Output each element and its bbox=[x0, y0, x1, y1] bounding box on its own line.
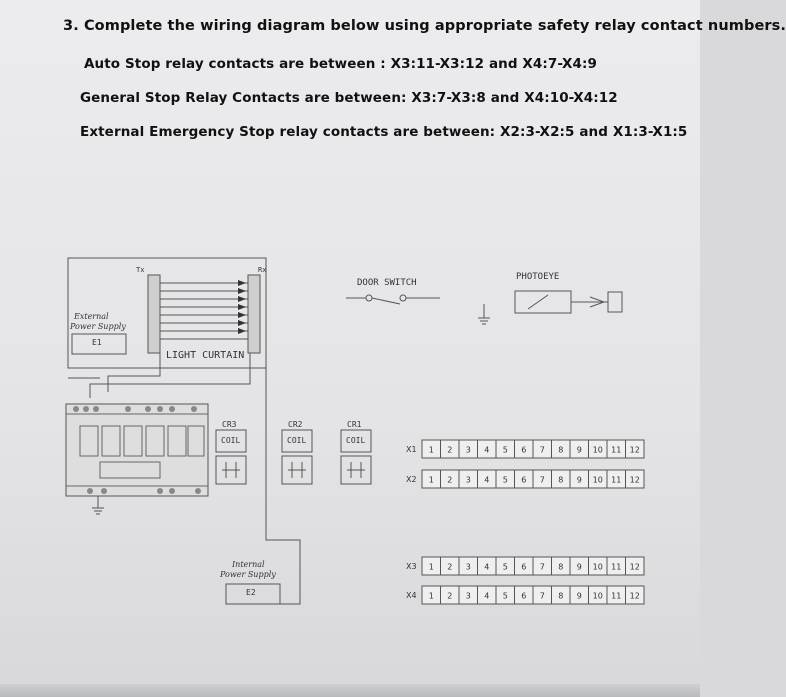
terminal-strip-label: X4 bbox=[406, 591, 417, 600]
auto-stop-text: Auto Stop relay contacts are between : X3:11-X3:12 and X4:7-X4:9 bbox=[84, 56, 598, 72]
terminal-number: 10 bbox=[592, 562, 603, 572]
terminal-number: 12 bbox=[629, 445, 640, 455]
terminal-number: 4 bbox=[484, 475, 490, 485]
terminal-strip-label: X1 bbox=[406, 445, 417, 454]
terminal-number: 9 bbox=[576, 562, 582, 572]
internal-ps-id: E2 bbox=[246, 588, 256, 597]
rx-label: Rx bbox=[258, 266, 267, 274]
terminal-number: 9 bbox=[576, 591, 582, 601]
question-title: 3. Complete the wiring diagram below using appropriate safety relay contact numbers. bbox=[63, 18, 786, 34]
terminal-number: 7 bbox=[539, 591, 545, 601]
terminal-number: 1 bbox=[428, 591, 434, 601]
rx-unit bbox=[248, 275, 260, 353]
terminal-number: 5 bbox=[502, 475, 508, 485]
terminal-number: 2 bbox=[447, 475, 453, 485]
cr2-name: CR2 bbox=[288, 420, 303, 429]
internal-ps-label-1: Internal bbox=[232, 560, 265, 569]
internal-ps-label-2: Power Supply bbox=[220, 570, 276, 579]
cr3-name: CR3 bbox=[222, 420, 237, 429]
terminal-number: 11 bbox=[611, 562, 622, 572]
photoeye-label: PHOTOEYE bbox=[516, 272, 560, 282]
terminal-strip-label: X2 bbox=[406, 475, 417, 484]
terminal-number: 11 bbox=[611, 591, 622, 601]
external-ps-label-2: Power Supply bbox=[70, 322, 126, 331]
terminal-number: 8 bbox=[558, 475, 564, 485]
terminal-number: 3 bbox=[465, 475, 471, 485]
cr1-name: CR1 bbox=[347, 420, 362, 429]
terminal-number: 12 bbox=[629, 475, 640, 485]
external-ps-id: E1 bbox=[92, 338, 102, 347]
general-stop-text: General Stop Relay Contacts are between: X3:7-X3:8 and X4:10-X4:12 bbox=[80, 90, 618, 106]
photoeye-receiver bbox=[608, 292, 622, 312]
tx-unit bbox=[148, 275, 160, 353]
terminal-number: 12 bbox=[629, 562, 640, 572]
terminal-number: 6 bbox=[521, 591, 527, 601]
bottom-edge bbox=[0, 684, 700, 697]
door-switch-symbol bbox=[346, 295, 440, 304]
terminal-number: 9 bbox=[576, 445, 582, 455]
tx-label: Tx bbox=[136, 266, 145, 274]
terminal-number: 4 bbox=[484, 562, 490, 572]
terminal-number: 1 bbox=[428, 562, 434, 572]
terminal-number: 2 bbox=[447, 445, 453, 455]
terminal-number: 8 bbox=[558, 562, 564, 572]
terminal-number: 8 bbox=[558, 445, 564, 455]
terminal-number: 4 bbox=[484, 445, 490, 455]
terminal-number: 7 bbox=[539, 445, 545, 455]
terminal-number: 1 bbox=[428, 475, 434, 485]
terminal-number: 2 bbox=[447, 562, 453, 572]
terminal-number: 10 bbox=[592, 445, 603, 455]
door-switch-label: DOOR SWITCH bbox=[357, 278, 417, 288]
cr3-coil-label: COIL bbox=[221, 436, 241, 445]
terminal-number: 6 bbox=[521, 445, 527, 455]
terminal-number: 6 bbox=[521, 562, 527, 572]
terminal-number: 3 bbox=[465, 591, 471, 601]
cr1-coil-label: COIL bbox=[346, 436, 366, 445]
beam-arrows bbox=[238, 280, 246, 334]
terminal-number: 10 bbox=[592, 591, 603, 601]
terminal-number: 4 bbox=[484, 591, 490, 601]
photoeye-emitter bbox=[515, 291, 571, 313]
external-estop-text: External Emergency Stop relay contacts are between: X2:3-X2:5 and X1:3-X1:5 bbox=[80, 124, 688, 140]
terminal-number: 5 bbox=[502, 562, 508, 572]
terminal-number: 9 bbox=[576, 475, 582, 485]
safety-relay-block bbox=[66, 404, 208, 496]
terminal-number: 10 bbox=[592, 475, 603, 485]
terminal-number: 12 bbox=[629, 591, 640, 601]
external-ps-label-1: External bbox=[74, 312, 109, 321]
cr2-coil-label: COIL bbox=[287, 436, 307, 445]
terminal-strip-label: X3 bbox=[406, 562, 417, 571]
terminal-number: 2 bbox=[447, 591, 453, 601]
terminal-number: 7 bbox=[539, 475, 545, 485]
terminal-number: 1 bbox=[428, 445, 434, 455]
light-curtain-beams bbox=[160, 283, 248, 339]
terminal-number: 5 bbox=[502, 591, 508, 601]
terminal-number: 3 bbox=[465, 562, 471, 572]
terminal-number: 6 bbox=[521, 475, 527, 485]
light-curtain-label: LIGHT CURTAIN bbox=[166, 350, 245, 361]
terminal-number: 11 bbox=[611, 445, 622, 455]
terminal-number: 5 bbox=[502, 445, 508, 455]
terminal-number: 3 bbox=[465, 445, 471, 455]
terminal-number: 7 bbox=[539, 562, 545, 572]
terminal-strips bbox=[406, 440, 644, 604]
terminal-number: 8 bbox=[558, 591, 564, 601]
terminal-number: 11 bbox=[611, 475, 622, 485]
